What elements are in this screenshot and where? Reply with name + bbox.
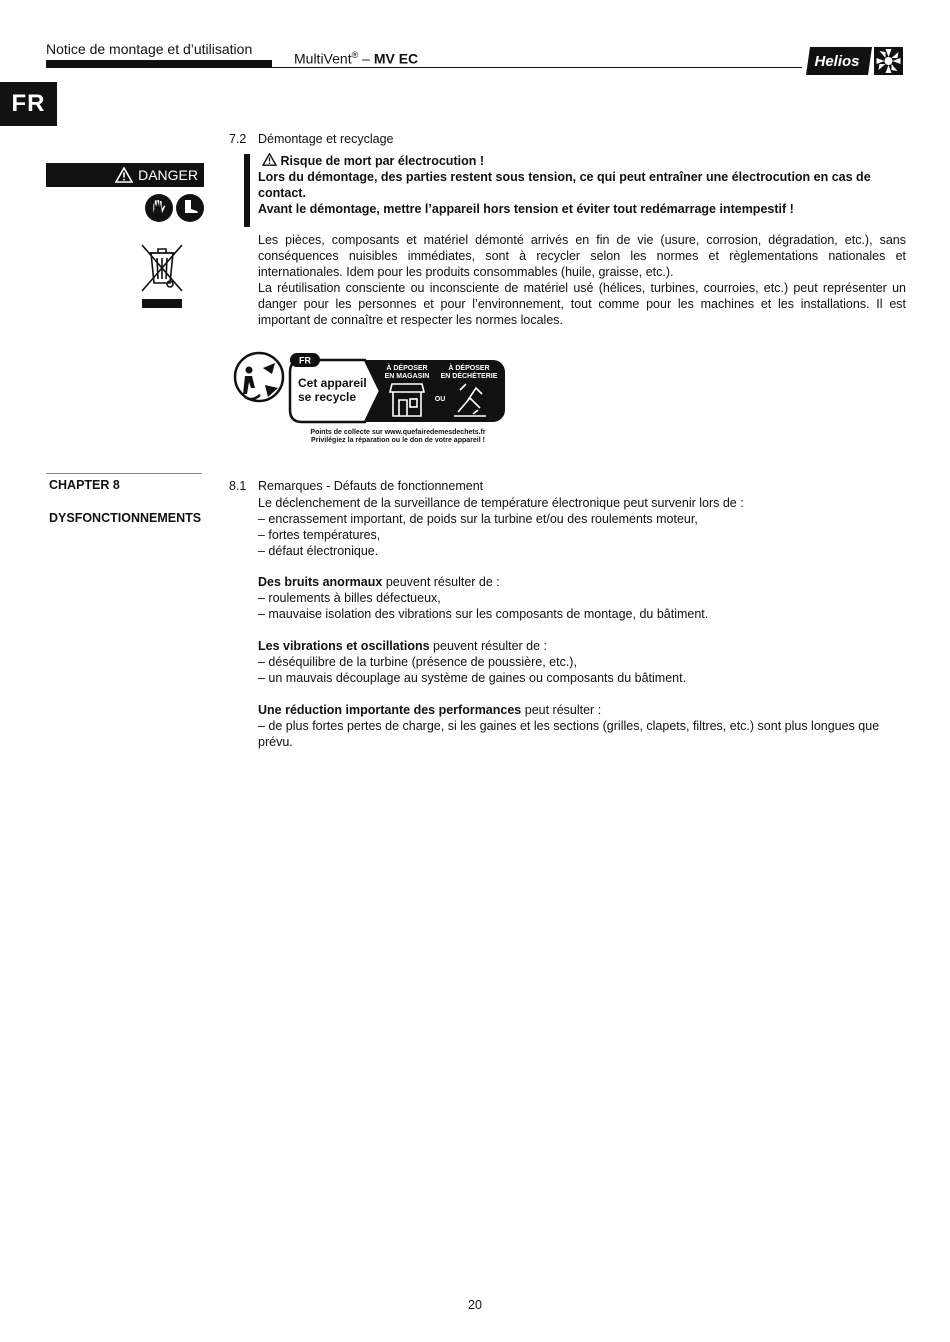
section-8-1-heading: 8.1 Remarques - Défauts de fonctionnement — [229, 479, 484, 493]
list-item: – mauvaise isolation des vibrations sur les composants de montage, du bâtiment. — [258, 607, 709, 621]
svg-text:FR: FR — [299, 355, 311, 366]
triman-icon — [235, 353, 283, 401]
triman-figure — [230, 350, 510, 450]
svg-text:EN DÉCHÈTERIE: EN DÉCHÈTERIE — [440, 373, 498, 380]
warning-triangle-icon — [262, 153, 277, 166]
list-item: – roulements à billes défectueux, — [258, 591, 441, 605]
header-rule — [272, 67, 802, 68]
temperature-monitoring-block: Le déclenchement de la surveillance de température électronique peut survenir lors de : – encrassement important, de poids sur la turbine et/ou des roulements moteur, – fortes températures, – défaut électronique. — [258, 495, 908, 559]
list-item: – déséquilibre de la turbine (présence de poussière, etc.), — [258, 655, 577, 669]
svg-text:OU: OU — [434, 396, 446, 403]
header-bar — [46, 60, 272, 68]
electrocution-warning: Risque de mort par électrocution ! Lors du démontage, des parties restent sous tension, ce qui peut entraîner une électrocution en cas de contact. Avant le démontage, mettre l’appareil hors tension et éviter tout redémarrage intempestif ! — [258, 154, 871, 216]
list-item: – de plus fortes pertes de charge, si les gaines et les sections (grilles, clapets, filtres, etc.) sont plus longues que prévu. — [258, 719, 880, 749]
chapter-label: CHAPTER 8 — [49, 478, 120, 492]
svg-text:À DÉPOSER: À DÉPOSER — [448, 365, 490, 372]
warning-triangle-icon — [115, 167, 133, 183]
weee-crossed-bin-icon — [140, 243, 184, 311]
list-item: – un mauvais découplage au système de gaines ou composants du bâtiment. — [258, 671, 687, 685]
danger-label: DANGER — [46, 163, 204, 187]
svg-text:Privilégiez la réparation ou l: Privilégiez la réparation ou le don de votre appareil ! — [311, 437, 485, 444]
svg-text:EN MAGASIN: EN MAGASIN — [384, 373, 430, 380]
helios-logo — [806, 45, 904, 77]
product-name: MultiVent® – MV EC — [294, 50, 419, 67]
safety-boots-icon — [176, 194, 204, 222]
svg-text:Helios: Helios — [814, 53, 860, 70]
recycling-paragraphs — [258, 232, 906, 328]
recycling-paragraph-2: La réutilisation consciente ou inconsciente de matériel usé (hélices, turbines, courroies, etc.) peut représenter un danger pour les personnes et pour l’environnement, tout comme pour les machines et les installations. Il est important de connaître et respecter les normes locales. — [258, 281, 906, 327]
language-tab: FR — [0, 82, 57, 126]
list-item: – fortes températures, — [258, 528, 381, 542]
vibrations-block: Les vibrations et oscillations peuvent résulter de : – déséquilibre de la turbine (présence de poussière, etc.), – un mauvais découplage au système de gaines ou composants du bâtiment. — [258, 638, 908, 686]
page-number: 20 — [468, 1298, 482, 1312]
abnormal-noise-block: Des bruits anormaux peuvent résulter de : – roulements à billes défectueux, – mauvaise isolation des vibrations sur les composants de montage, du bâtiment. — [258, 574, 908, 622]
triman-recycling-label — [230, 350, 510, 450]
performance-reduction-block: Une réduction importante des performances peut résulter : – de plus fortes pertes de charge, si les gaines et les sections (grilles, clapets, filtres, etc.) sont plus longues que prévu. — [258, 702, 908, 750]
svg-text:À DÉPOSER: À DÉPOSER — [386, 365, 428, 372]
svg-text:Cet appareil: Cet appareil — [298, 376, 367, 390]
list-item: – encrassement important, de poids sur la turbine et/ou des roulements moteur, — [258, 512, 698, 526]
svg-text:Points de collecte sur www.que: Points de collecte sur www.quefairedemesdechets.fr — [310, 429, 486, 436]
recycling-paragraph-1: Les pièces, composants et matériel démonté arrivés en fin de vie (usure, corrosion, dégradation, etc.), sans conséquences nuisibles immédiates, sont à recycler selon les normes et règlementations nationales et internationales. Idem pour les produits consommables (huile, graisse, etc.). — [258, 233, 906, 279]
warning-bar — [244, 154, 250, 227]
list-item: – défaut électronique. — [258, 544, 379, 558]
document-type: Notice de montage et d’utilisation — [46, 41, 253, 57]
section-7-2-heading: 7.2 Démontage et recyclage — [229, 132, 394, 146]
svg-text:se recycle: se recycle — [298, 390, 357, 404]
gloves-icon — [145, 194, 173, 222]
chapter-title: DYSFONCTIONNEMENTS — [49, 511, 202, 525]
chapter-divider — [46, 473, 202, 474]
